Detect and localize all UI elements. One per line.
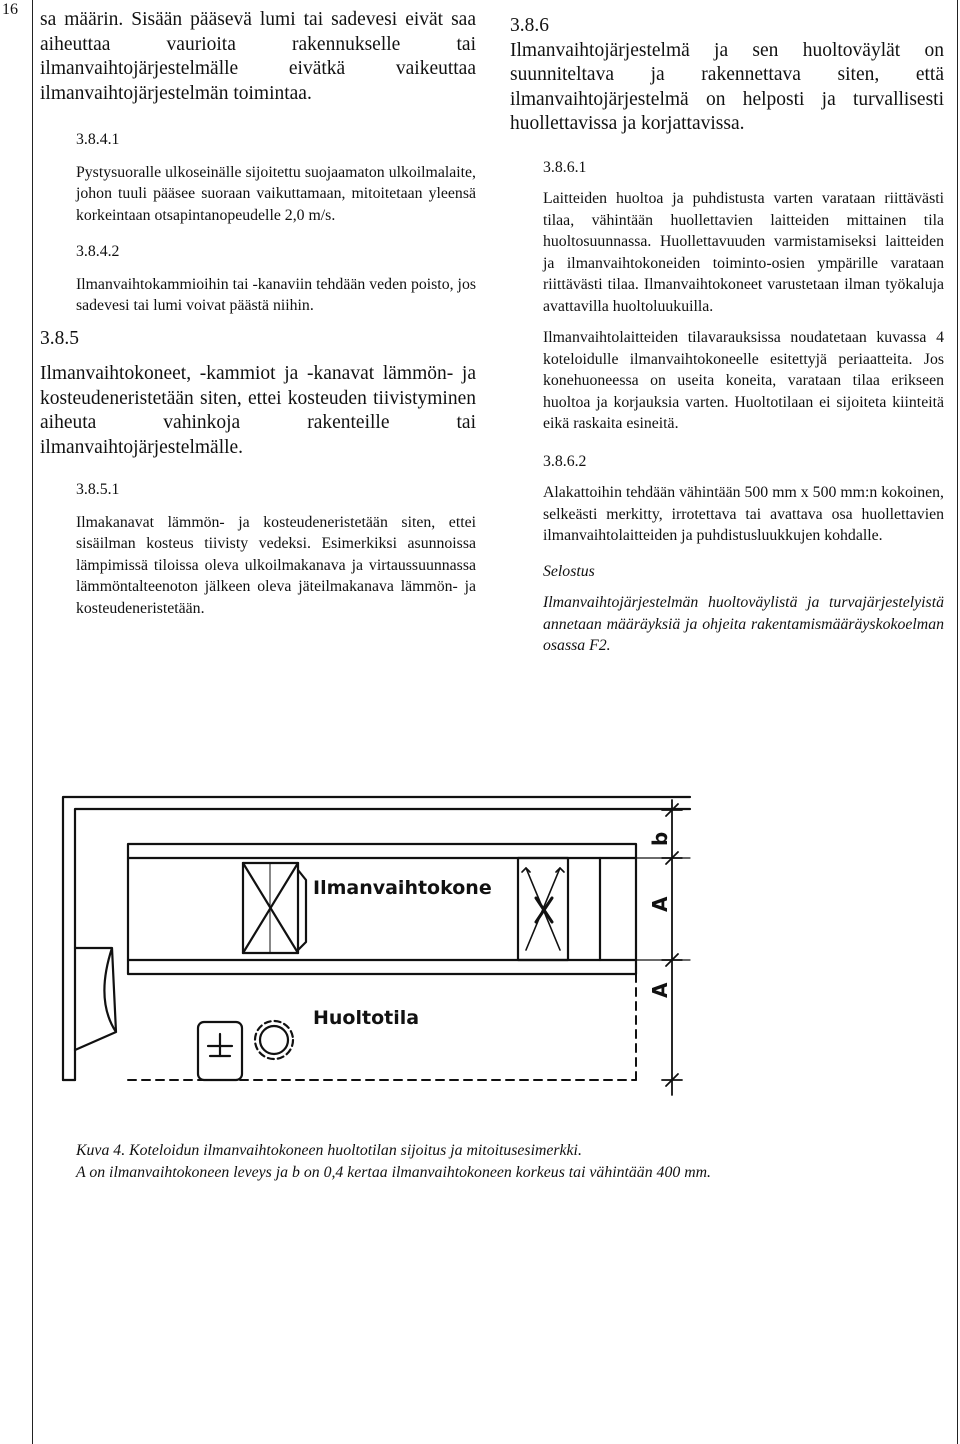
label-ventilation-unit: Ilmanvaihtokone bbox=[313, 877, 492, 899]
room-walls bbox=[63, 797, 690, 1080]
selostus-heading: Selostus bbox=[543, 562, 595, 580]
section-3841-number: 3.8.4.1 bbox=[76, 131, 120, 148]
section-3861-number: 3.8.6.1 bbox=[543, 158, 587, 176]
section-3842-number: 3.8.4.2 bbox=[76, 243, 120, 260]
section-386-number: 3.8.6 bbox=[510, 15, 549, 36]
ventilation-unit bbox=[128, 844, 636, 974]
section-3862-text: Alakattoihin tehdään vähintään 500 mm x 500 mm:n kokoinen, selkeästi merkitty, irrotettava tai avattava osa huollettavien ilmanvaihtolaitteiden ja puhdistusluukkujen kohdalle. bbox=[543, 484, 944, 544]
dimension-label-a-upper: A bbox=[648, 896, 672, 912]
section-385-number: 3.8.5 bbox=[40, 327, 79, 349]
section-3861-paragraph-2: Ilmanvaihtolaitteiden tilavarauksissa noudatetaan kuvassa 4 koteloidulle ilmanvaihtokoneelle esitettyjä periaatteita. Jos konehuoneessa on useita koneita, varataan tilaa erikseen huoltoa ja korjauksia varten. Huoltotilaan ei sijoiteta kiinteitä eikä raskaita esineitä. bbox=[543, 329, 944, 432]
section-3862-number: 3.8.6.2 bbox=[543, 452, 587, 470]
section-386-text: Ilmanvaihtojärjestelmä ja sen huoltoväylät on suunniteltava ja rakennettava siten, että ilmanvaihtojärjestelmä on helposti ja turvallisesti huollettavissa ja korjattavissa. bbox=[510, 39, 944, 134]
caption-line-2: A on ilmanvaihtokoneen leveys ja b on 0,4 kertaa ilmanvaihtokoneen korkeus tai vähintään 400 mm. bbox=[76, 1163, 711, 1181]
caption-line-1: Kuva 4. Koteloidun ilmanvaihtokoneen huoltotilan sijoitus ja mitoitusesimerkki. bbox=[76, 1142, 582, 1159]
page-number: 16 bbox=[2, 1, 18, 18]
selostus-text: Ilmanvaihtojärjestelmän huoltoväylistä ja turvajärjestelyistä annetaan määräyksiä ja ohjeita rakentamismääräyskokoelman osassa F2. bbox=[543, 594, 944, 654]
section-3861-paragraph-1: Laitteiden huoltoa ja puhdistusta varten varataan riittävästi tilaa, vähintään huollettavien laitteiden mittainen tila huoltosuunnassa. Huollettavuuden varmistamiseksi laitteiden ja ilmanvaihtokoneiden toiminto-osien ympärille varataan riittävästi tilaa. Ilmanvaihtokoneet varustetaan ilman työkaluja avattavilla huoltoluukuilla. bbox=[543, 190, 944, 315]
section-385-text: Ilmanvaihtokoneet, -kammiot ja -kanavat lämmön- ja kosteudeneristetään siten, ettei kosteuden tiivistyminen aiheuta vahinkoja rakenteille tai ilmanvaihtojärjestelmälle. bbox=[40, 363, 476, 458]
section-3842-text: Ilmanvaihtokammioihin tai -kanaviin tehdään veden poisto, jos sadevesi tai lumi voivat päästä niihin. bbox=[76, 275, 476, 314]
intro-paragraph: sa määrin. Sisään pääsevä lumi tai sadevesi eivät saa aiheuttaa vaurioita rakennukselle tai ilmanvaihtojärjestelmälle eivätkä vaikeuttaa ilmanvaihtojärjestelmän toimintaa. bbox=[40, 9, 476, 104]
dimension-label-b: b bbox=[648, 831, 672, 846]
floor-drain bbox=[198, 1022, 242, 1080]
section-3841-text: Pystysuoralle ulkoseinälle sijoitettu suojaamaton ulkoilmalaite, johon tuuli pääsee suoraan vaikuttamaan, mitoitetaan yleensä korkeintaan otsapintanopeudelle 2,0 m/s. bbox=[76, 163, 476, 224]
section-3851-number: 3.8.5.1 bbox=[76, 481, 120, 498]
label-service-space: Huoltotila bbox=[313, 1007, 420, 1029]
dimension-label-a-lower: A bbox=[648, 982, 672, 998]
outdoor-air-hood bbox=[75, 948, 116, 1050]
section-3851-text: Ilmakanavat lämmön- ja kosteudeneristetään siten, ettei sisäilman kosteus tiivisty vedeksi. Esimerkiksi asunnoissa lämpimissä tiloissa oleva ulkoilmakanava ja virtaussuunnassa lämmöntalteenoton jälkeen oleva jäteilmakanava lämmön- ja kosteudeneristetään. bbox=[76, 513, 476, 617]
round-fixture-icon bbox=[260, 1026, 288, 1054]
figure-caption bbox=[76, 1140, 716, 1183]
